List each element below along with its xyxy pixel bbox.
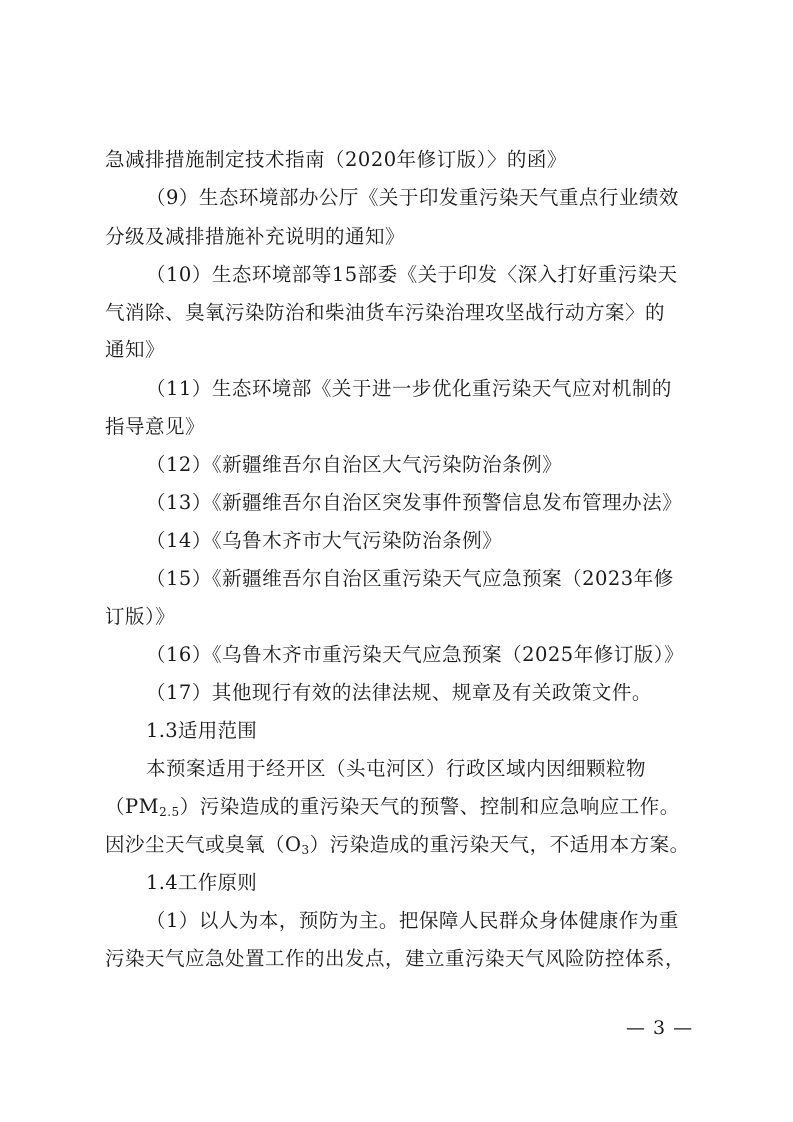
section-heading: 1.4工作原则 <box>146 871 258 894</box>
text-line: （12）《新疆维吾尔自治区大气污染防治条例》 <box>146 453 563 476</box>
text-line: （1）以人为本，预防为主。把保障人民群众身体健康作为重 <box>146 909 679 932</box>
text-line: 急减排措施制定技术指南（2020年修订版）〉的函》 <box>105 148 567 171</box>
section-heading: 1.3适用范围 <box>146 719 258 742</box>
text-line: （13）《新疆维吾尔自治区突发事件预警信息发布管理办法》 <box>146 491 683 514</box>
text-line: （11）生态环境部《关于进一步优化重污染天气应对机制的 <box>146 377 672 400</box>
text-line <box>105 794 680 820</box>
text-line: 订版）》 <box>105 605 176 628</box>
text-line: 通知》 <box>105 338 166 361</box>
text-line: （15）《新疆维吾尔自治区重污染天气应急预案（2023年修 <box>146 567 674 590</box>
text-line: （17）其他现行有效的法律法规、规章及有关政策文件。 <box>146 681 652 704</box>
text-fragment: ）污染造成的重污染天气，不适用本方案。 <box>309 833 690 856</box>
text-line: 指导意见》 <box>105 415 206 438</box>
text-line: 气消除、臭氧污染防治和柴油货车污染治理攻坚战行动方案〉的 <box>105 301 666 324</box>
text-line: （10）生态环境部等15部委《关于印发〈深入打好重污染天 <box>146 263 678 286</box>
text-line <box>105 832 690 858</box>
page-number: — 3 — <box>626 1017 694 1039</box>
text-line: （16）《乌鲁木齐市重污染天气应急预案（2025年修订版）》 <box>146 643 684 666</box>
pm-label: （PM <box>105 795 160 818</box>
pm-subscript: 2.5 <box>159 805 180 819</box>
text-line: （9）生态环境部办公厅《关于印发重污染天气重点行业绩效 <box>146 186 679 209</box>
text-line: 分级及减排措施补充说明的通知》 <box>105 225 406 248</box>
ozone-subscript: 3 <box>301 843 310 857</box>
text-fragment: 因沙尘天气或臭氧（O <box>105 833 302 856</box>
text-line: （14）《乌鲁木齐市大气污染防治条例》 <box>146 529 503 552</box>
text-line: 污染天气应急处置工作的出发点，建立重污染天气风险防控体系， <box>105 947 686 970</box>
text-line: 本预案适用于经开区（头屯河区）行政区域内因细颗粒物 <box>146 757 647 780</box>
text-fragment: ）污染造成的重污染天气的预警、控制和应急响应工作。 <box>179 795 680 818</box>
